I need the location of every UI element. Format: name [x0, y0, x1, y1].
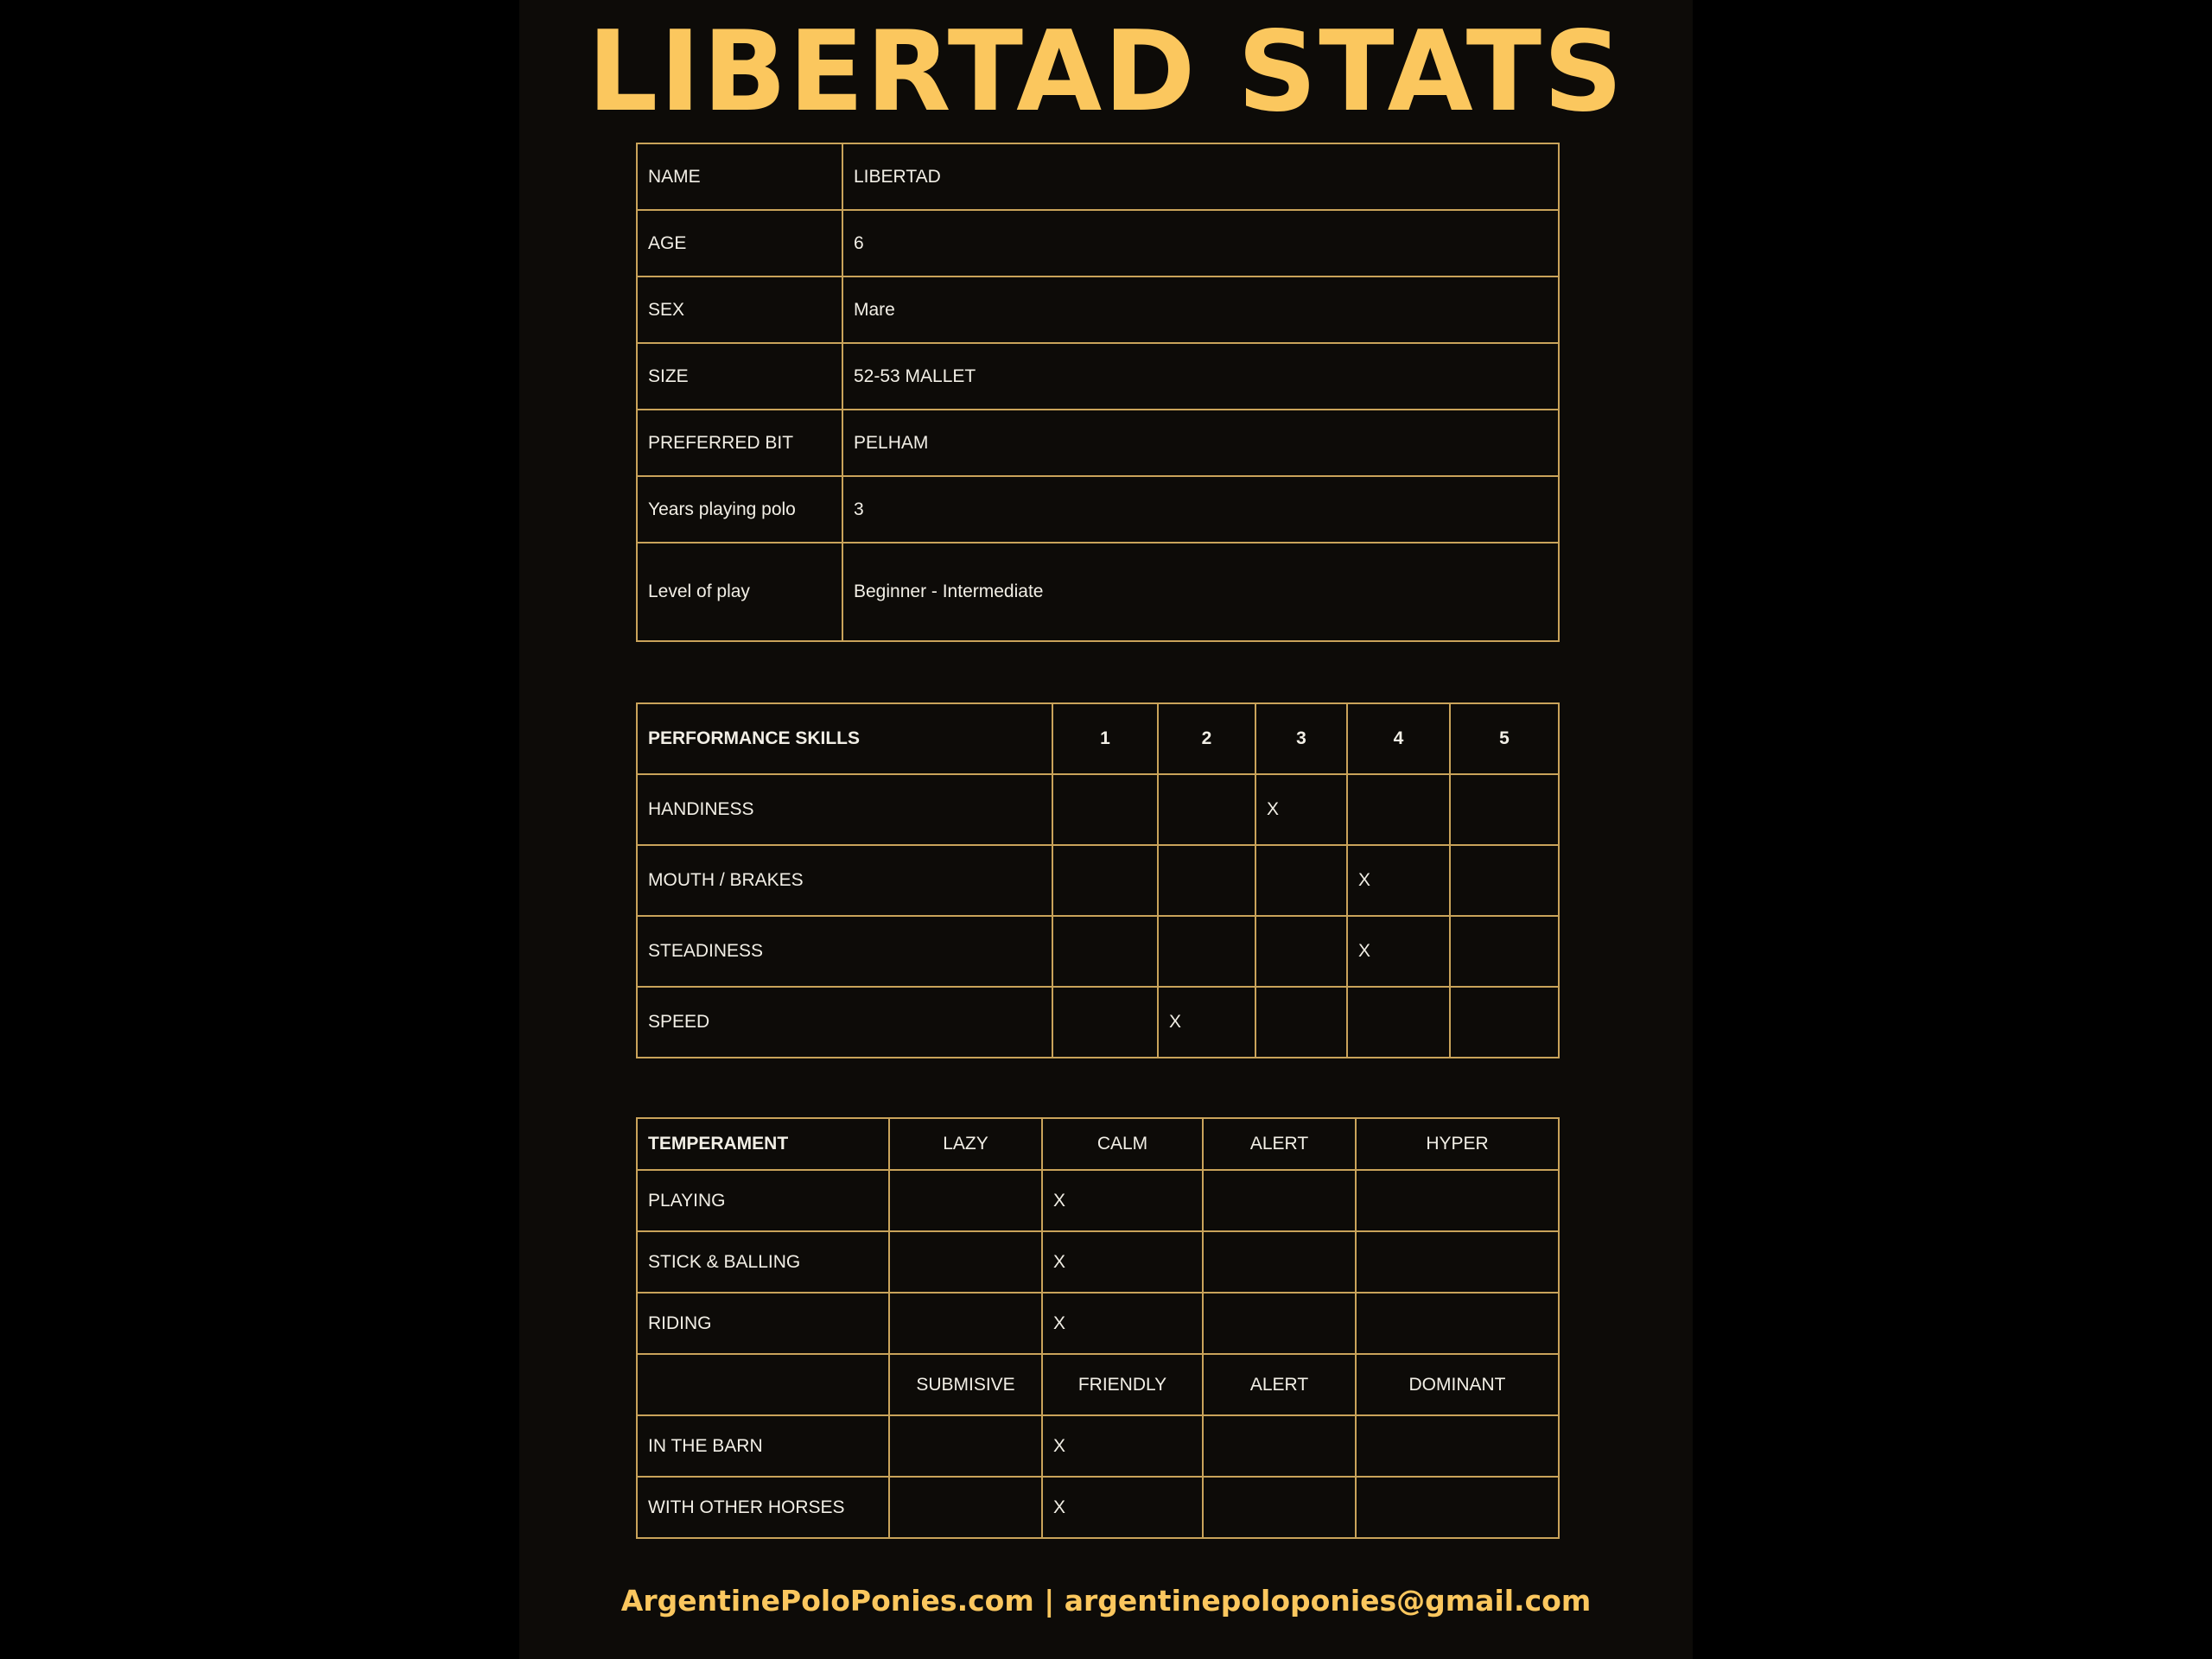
temperament-mark: X	[1042, 1477, 1203, 1538]
temperament-row	[637, 1231, 1559, 1293]
skill-label: HANDINESS	[637, 774, 1052, 845]
rating-cell	[1052, 987, 1158, 1058]
rating-cell	[1052, 774, 1158, 845]
rating-column-header: 1	[1052, 703, 1158, 774]
info-table	[636, 143, 1560, 642]
rating-column-header: 4	[1347, 703, 1450, 774]
temperament-cell	[1356, 1477, 1559, 1538]
rating-cell	[1052, 845, 1158, 916]
rating-cell	[1255, 845, 1347, 916]
temperament-mark: X	[1042, 1415, 1203, 1477]
rating-cell	[1450, 845, 1559, 916]
info-row	[637, 210, 1559, 276]
performance-table	[636, 702, 1560, 1058]
skill-label: MOUTH / BRAKES	[637, 845, 1052, 916]
info-label: NAME	[637, 143, 842, 210]
info-label: SIZE	[637, 343, 842, 410]
temperament-column-header: ALERT	[1203, 1354, 1356, 1415]
temperament-cell	[1356, 1293, 1559, 1354]
temperament-column-header: ALERT	[1203, 1118, 1356, 1170]
temperament-subheader-row	[637, 1354, 1559, 1415]
info-row	[637, 276, 1559, 343]
temperament-mark: X	[1042, 1231, 1203, 1293]
temperament-column-header: SUBMISIVE	[889, 1354, 1042, 1415]
info-row	[637, 476, 1559, 543]
temperament-cell	[889, 1231, 1042, 1293]
temperament-label: PLAYING	[637, 1170, 889, 1231]
performance-row	[637, 916, 1559, 987]
info-label: Level of play	[637, 543, 842, 641]
info-label: PREFERRED BIT	[637, 410, 842, 476]
info-value: PELHAM	[842, 410, 1559, 476]
temperament-column-header: FRIENDLY	[1042, 1354, 1203, 1415]
rating-cell	[1052, 916, 1158, 987]
temperament-cell	[889, 1477, 1042, 1538]
rating-column-header: 2	[1158, 703, 1255, 774]
info-value: 52-53 MALLET	[842, 343, 1559, 410]
temperament-cell	[1203, 1170, 1356, 1231]
rating-cell	[1158, 845, 1255, 916]
info-value: 3	[842, 476, 1559, 543]
rating-cell	[1450, 774, 1559, 845]
temperament-cell	[889, 1170, 1042, 1231]
temperament-cell	[1203, 1477, 1356, 1538]
temperament-row	[637, 1293, 1559, 1354]
performance-header-row	[637, 703, 1559, 774]
rating-mark: X	[1255, 774, 1347, 845]
temperament-row	[637, 1415, 1559, 1477]
rating-cell	[1347, 987, 1450, 1058]
temperament-column-header: CALM	[1042, 1118, 1203, 1170]
temperament-cell	[1356, 1415, 1559, 1477]
temperament-cell	[889, 1415, 1042, 1477]
info-row	[637, 143, 1559, 210]
temperament-column-header: LAZY	[889, 1118, 1042, 1170]
info-value: Beginner - Intermediate	[842, 543, 1559, 641]
temperament-cell	[889, 1293, 1042, 1354]
rating-cell	[1255, 916, 1347, 987]
rating-cell	[1158, 916, 1255, 987]
rating-cell	[1450, 987, 1559, 1058]
temperament-label: IN THE BARN	[637, 1415, 889, 1477]
rating-column-header: 3	[1255, 703, 1347, 774]
temperament-row	[637, 1170, 1559, 1231]
rating-mark: X	[1347, 845, 1450, 916]
info-label: SEX	[637, 276, 842, 343]
rating-cell	[1158, 774, 1255, 845]
temperament-header-row	[637, 1118, 1559, 1170]
info-row	[637, 543, 1559, 641]
info-value: Mare	[842, 276, 1559, 343]
page-title: LIBERTAD STATS	[587, 8, 1625, 137]
temperament-row	[637, 1477, 1559, 1538]
rating-cell	[1255, 987, 1347, 1058]
temperament-header: TEMPERAMENT	[637, 1118, 889, 1170]
performance-row	[637, 987, 1559, 1058]
temperament-column-header: DOMINANT	[1356, 1354, 1559, 1415]
info-value: 6	[842, 210, 1559, 276]
temperament-mark: X	[1042, 1170, 1203, 1231]
skill-label: STEADINESS	[637, 916, 1052, 987]
performance-row	[637, 774, 1559, 845]
info-label: AGE	[637, 210, 842, 276]
temperament-cell	[1203, 1231, 1356, 1293]
temperament-label: WITH OTHER HORSES	[637, 1477, 889, 1538]
rating-cell	[1347, 774, 1450, 845]
rating-mark: X	[1158, 987, 1255, 1058]
temperament-mark: X	[1042, 1293, 1203, 1354]
performance-header: PERFORMANCE SKILLS	[637, 703, 1052, 774]
empty-header-cell	[637, 1354, 889, 1415]
skill-label: SPEED	[637, 987, 1052, 1058]
rating-mark: X	[1347, 916, 1450, 987]
temperament-cell	[1356, 1231, 1559, 1293]
temperament-cell	[1356, 1170, 1559, 1231]
rating-cell	[1450, 916, 1559, 987]
rating-column-header: 5	[1450, 703, 1559, 774]
info-row	[637, 343, 1559, 410]
performance-row	[637, 845, 1559, 916]
info-row	[637, 410, 1559, 476]
temperament-label: RIDING	[637, 1293, 889, 1354]
temperament-cell	[1203, 1415, 1356, 1477]
temperament-label: STICK & BALLING	[637, 1231, 889, 1293]
info-value: LIBERTAD	[842, 143, 1559, 210]
temperament-column-header: HYPER	[1356, 1118, 1559, 1170]
temperament-cell	[1203, 1293, 1356, 1354]
info-label: Years playing polo	[637, 476, 842, 543]
contact-footer: ArgentinePoloPonies.com | argentinepoloponies@gmail.com	[620, 1584, 1592, 1618]
temperament-table	[636, 1117, 1560, 1539]
